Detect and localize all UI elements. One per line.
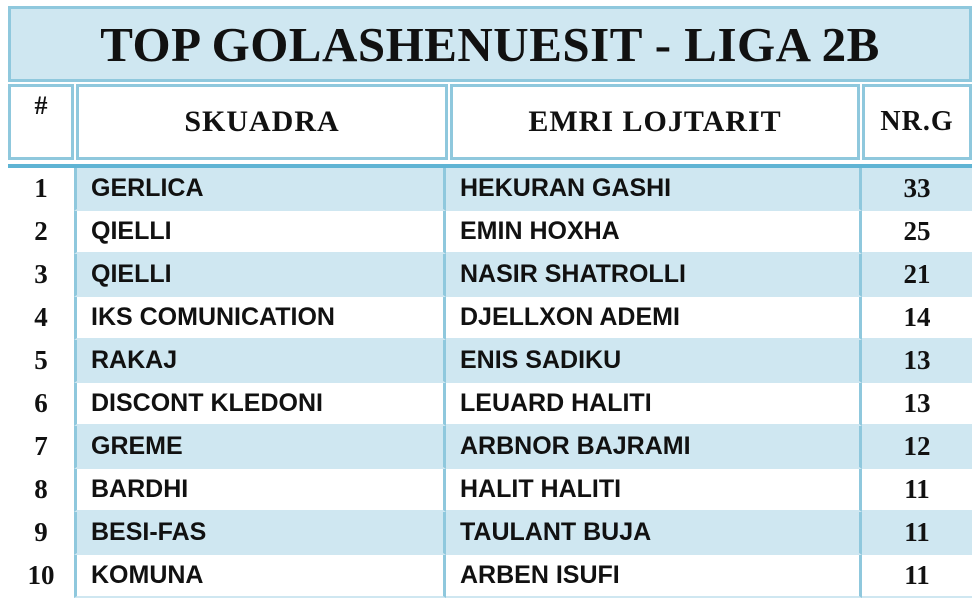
cell-team: RAKAJ: [74, 340, 446, 383]
cell-player: HEKURAN GASHI: [446, 168, 862, 211]
table-row: [8, 383, 972, 426]
cell-player: TAULANT BUJA: [446, 512, 862, 555]
table-row: [8, 469, 972, 512]
cell-team: KOMUNA: [74, 555, 446, 598]
table-body: [8, 164, 972, 598]
cell-rank: 2: [8, 211, 74, 254]
cell-rank: 6: [8, 383, 74, 426]
page-title-bar: [8, 6, 972, 82]
cell-player: ENIS SADIKU: [446, 340, 862, 383]
table-row: [8, 211, 972, 254]
table-row: [8, 512, 972, 555]
table-header-row: [8, 84, 972, 160]
cell-team: DISCONT KLEDONI: [74, 383, 446, 426]
cell-team: GREME: [74, 426, 446, 469]
cell-player: NASIR SHATROLLI: [446, 254, 862, 297]
table-row: [8, 340, 972, 383]
cell-goals: 14: [862, 297, 972, 340]
cell-rank: 9: [8, 512, 74, 555]
column-header-team: SKUADRA: [76, 84, 448, 160]
cell-player: DJELLXON ADEMI: [446, 297, 862, 340]
cell-rank: 7: [8, 426, 74, 469]
cell-rank: 1: [8, 168, 74, 211]
cell-player: HALIT HALITI: [446, 469, 862, 512]
cell-rank: 8: [8, 469, 74, 512]
cell-goals: 12: [862, 426, 972, 469]
cell-goals: 21: [862, 254, 972, 297]
cell-player: EMIN HOXHA: [446, 211, 862, 254]
cell-rank: 4: [8, 297, 74, 340]
cell-team: BARDHI: [74, 469, 446, 512]
cell-goals: 25: [862, 211, 972, 254]
cell-goals: 13: [862, 383, 972, 426]
cell-goals: 11: [862, 512, 972, 555]
cell-goals: 13: [862, 340, 972, 383]
cell-player: LEUARD HALITI: [446, 383, 862, 426]
cell-team: GERLICA: [74, 168, 446, 211]
cell-rank: 5: [8, 340, 74, 383]
cell-goals: 11: [862, 469, 972, 512]
cell-team: IKS COMUNICATION: [74, 297, 446, 340]
cell-rank: 10: [8, 555, 74, 598]
cell-team: QIELLI: [74, 211, 446, 254]
table-row: [8, 168, 972, 211]
cell-player: ARBNOR BAJRAMI: [446, 426, 862, 469]
cell-goals: 11: [862, 555, 972, 598]
page-title: TOP GOLASHENUESIT - LIGA 2B: [100, 16, 880, 72]
column-header-player: EMRI LOJTARIT: [450, 84, 860, 160]
cell-team: BESI-FAS: [74, 512, 446, 555]
cell-goals: 33: [862, 168, 972, 211]
cell-player: ARBEN ISUFI: [446, 555, 862, 598]
column-header-goals: NR.G: [862, 84, 972, 160]
cell-team: QIELLI: [74, 254, 446, 297]
column-header-rank: #: [8, 84, 74, 160]
cell-rank: 3: [8, 254, 74, 297]
table-row: [8, 254, 972, 297]
table-row: [8, 297, 972, 340]
table-row: [8, 426, 972, 469]
table-row: [8, 555, 972, 598]
